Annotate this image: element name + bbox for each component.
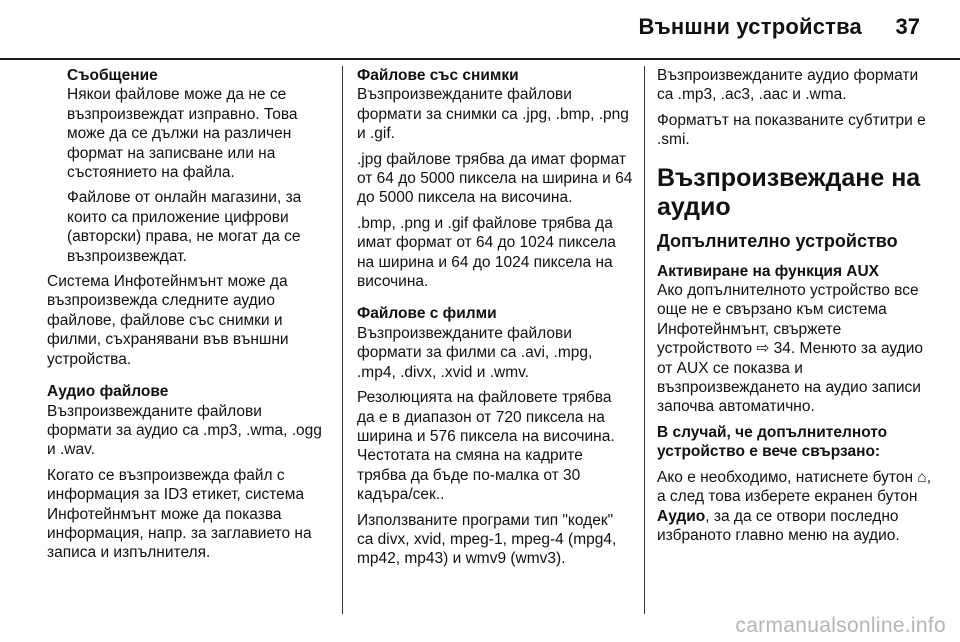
codec-paragraph: Използваните програми тип "кодек" са divx, xvid, mpeg-1, mpeg-4 (mpg4, mp42, mp43) и wmv9 (wmv3).	[357, 511, 617, 568]
aux-paragraph	[657, 281, 932, 417]
connected-text-mid: , а след това изберете екранен бутон	[657, 468, 932, 506]
column-right	[657, 66, 932, 551]
bmp-png-gif-size-paragraph: .bmp, .png и .gif файлове трябва да имат формат от 64 до 1024 пиксела на ширина и 64 до 1024 пиксела на височина.	[357, 214, 616, 291]
connected-text-end: , за да се отвори последно избраното главно меню на аудио.	[657, 507, 900, 544]
column-middle	[357, 66, 633, 575]
image-formats-paragraph: Възпроизвежданите файлови формати за снимки са .jpg, .bmp, .png и .gif.	[357, 86, 629, 143]
watermark: carmanualsonline.info	[735, 614, 946, 637]
already-connected-heading: В случай, че допълнителното устройство е вече свързано:	[657, 423, 888, 461]
connected-text-start: Ако е необходимо, натиснете бутон	[657, 468, 918, 486]
note-paragraph: Някои файлове може да не се възпроизвеждат изправно. Това може да се дължи на различен формат на записване или на състоянието на файла.	[67, 86, 298, 182]
page-title: Външни устройства	[638, 14, 862, 39]
aux-activation-heading: Активиране на функция AUX	[657, 262, 880, 280]
section-heading: Възпроизвеждане на аудио	[657, 163, 921, 221]
intro-paragraph: Система Инфотейнмънт може да възпроизвежда следните аудио файлове, файлове със снимки и филми, съхранявани във външни устройства.	[47, 273, 289, 368]
home-icon: ⌂	[917, 468, 927, 486]
jpg-size-paragraph: .jpg файлове трябва да имат формат от 64 до 5000 пиксела на ширина и 64 до 5000 пиксела на височина.	[357, 150, 633, 207]
movie-formats-paragraph: Възпроизвежданите файлови формати за филми са .avi, .mpg, .mp4, .divx, .xvid и .wmv.	[357, 324, 593, 381]
subtitle-format-paragraph: Форматът на показваните субтитри е .smi.	[657, 111, 926, 149]
page-number: 37	[895, 14, 920, 39]
movie-files-heading: Файлове с филми	[357, 305, 497, 323]
column-divider-1	[342, 66, 343, 614]
audio-button-label: Аудио	[657, 507, 706, 525]
resolution-paragraph: Резолюцията на файловете трябва да е в диапазон от 720 пиксела на ширина и 576 пиксела на височина. Честотата на смяна на кадрите трябва да бъде по-малка от 30 кадъра/сек..	[357, 389, 615, 504]
id3-paragraph: Когато се възпроизвежда файл с информация за ID3 етикет, система Инфотейнмънт може да показва информация, напр. за заглавието на записа и изпълнителя.	[47, 466, 312, 562]
image-files-heading: Файлове със снимки	[357, 67, 519, 84]
connected-paragraph	[657, 468, 932, 546]
audio-files-heading: Аудио файлове	[47, 383, 169, 401]
column-divider-2	[644, 66, 645, 614]
aux-text-end: 34. Менюто за аудио от AUX се показва и възпроизвеждането на аудио записи започва автоматично.	[657, 340, 923, 416]
note-paragraph: Файлове от онлайн магазини, за които са приложение цифрови (авторски) права, не могат да се възпроизвеждат.	[67, 189, 302, 265]
aux-text-start: Ако допълнителното устройство все още не е свързано към система Инфотейнмънт, свържете устройството	[657, 282, 919, 358]
column-left	[47, 66, 330, 569]
note-box	[47, 66, 330, 266]
audio-formats-paragraph: Възпроизвежданите аудио формати са .mp3, .ac3, .aac и .wma.	[657, 67, 919, 104]
page-header	[0, 0, 960, 60]
note-title: Съобщение	[67, 67, 158, 84]
audio-formats-paragraph: Възпроизвежданите файлови формати за аудио са .mp3, .wma, .ogg и .wav.	[47, 402, 322, 459]
header-divider	[0, 58, 960, 60]
ref-arrow-icon: ⇨	[756, 340, 770, 358]
subsection-heading: Допълнително устройство	[657, 230, 898, 251]
